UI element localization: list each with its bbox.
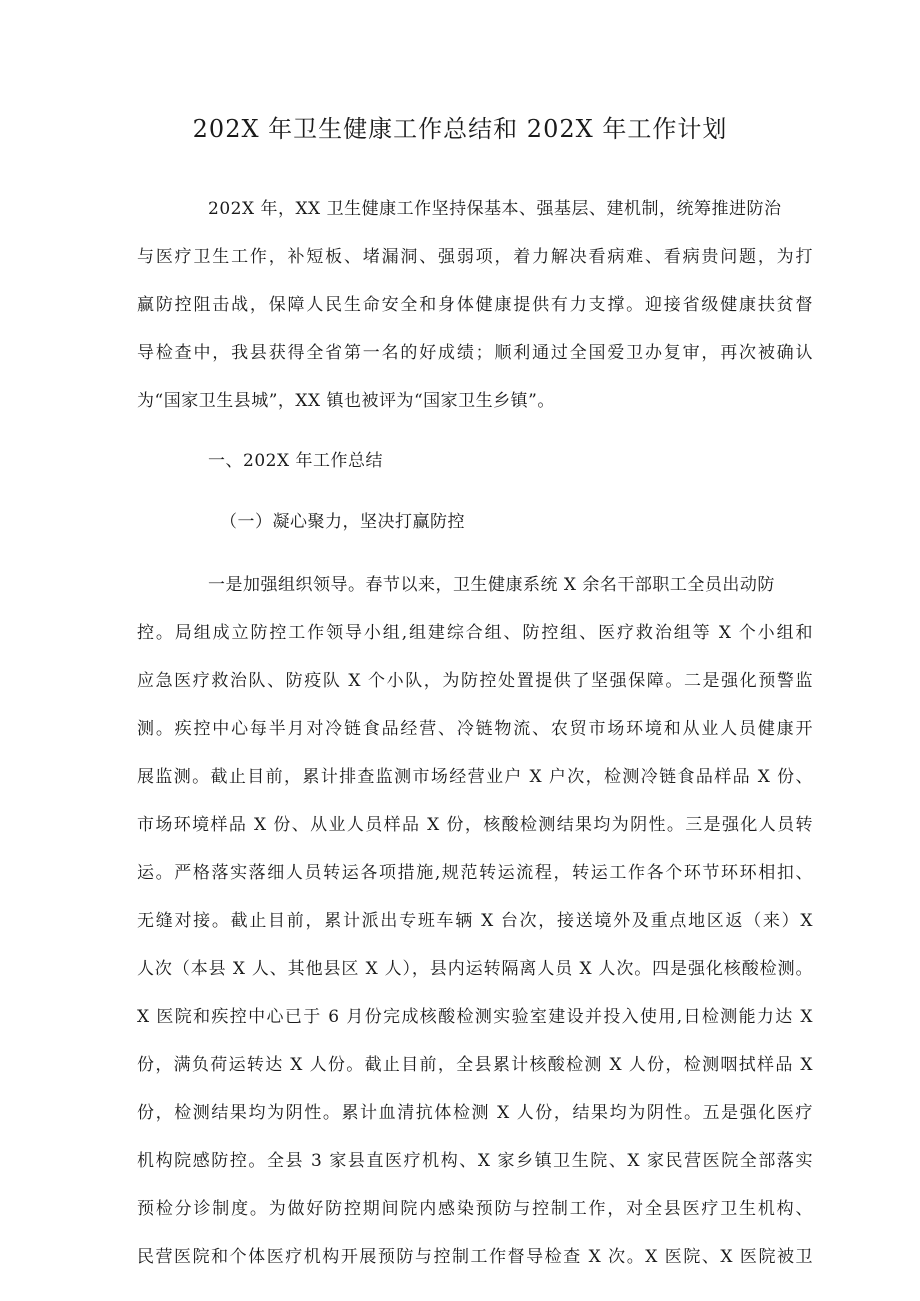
body-line: X 医院和疾控中心已于 6 月份完成核酸检测实验室建设并投入使用,日检测能力达 X xyxy=(137,1007,813,1027)
body-line: 机构院感防控。全县 3 家县直医疗机构、X 家乡镇卫生院、X 家民营医院全部落实 xyxy=(137,1151,813,1171)
intro-line: 赢防控阻击战，保障人民生命安全和身体健康提供有力支撑。迎接省级健康扶贫督 xyxy=(137,295,813,315)
body-line: 民营医院和个体医疗机构开展预防与控制工作督导检查 X 次。X 医院、X 医院被卫 xyxy=(137,1247,813,1267)
body-line: 市场环境样品 X 份、从业人员样品 X 份，核酸检测结果均为阴性。三是强化人员转 xyxy=(137,815,813,835)
section-heading: 一、202X 年工作总结 xyxy=(208,451,383,471)
body-line: 份，满负荷运转达 X 人份。截止目前，全县累计核酸检测 X 人份，检测咽拭样品 X xyxy=(137,1055,813,1075)
body-line: 应急医疗救治队、防疫队 X 个小队，为防控处置提供了坚强保障。二是强化预警监 xyxy=(137,671,813,691)
body-line: 运。严格落实落细人员转运各项措施,规范转运流程，转运工作各个环节环环相扣、 xyxy=(137,863,813,883)
body-line: 一是加强组织领导。春节以来，卫生健康系统 X 余名干部职工全员出动防 xyxy=(208,575,775,595)
intro-line: 202X 年，XX 卫生健康工作坚持保基本、强基层、建机制，统筹推进防治 xyxy=(208,199,782,219)
body-line: 控。局组成立防控工作领导小组,组建综合组、防控组、医疗救治组等 X 个小组和 xyxy=(137,623,813,643)
intro-line: 与医疗卫生工作，补短板、堵漏洞、强弱项，着力解决看病难、看病贵问题，为打 xyxy=(137,247,813,267)
document-title: 202X 年卫生健康工作总结和 202X 年工作计划 xyxy=(192,115,728,143)
body-line: 份，检测结果均为阴性。累计血清抗体检测 X 人份，结果均为阴性。五是强化医疗 xyxy=(137,1103,813,1123)
body-line: 无缝对接。截止目前，累计派出专班车辆 X 台次，接送境外及重点地区返（来）X xyxy=(137,911,813,931)
intro-line: 为“国家卫生县城”，XX 镇也被评为“国家卫生乡镇”。 xyxy=(137,391,555,411)
body-line: 人次（本县 X 人、其他县区 X 人），县内运转隔离人员 X 人次。四是强化核酸检测。 xyxy=(137,959,813,979)
body-line: 测。疾控中心每半月对冷链食品经营、冷链物流、农贸市场环境和从业人员健康开 xyxy=(137,719,813,739)
intro-line: 导检查中，我县获得全省第一名的好成绩；顺利通过全国爱卫办复审，再次被确认 xyxy=(137,343,813,363)
body-line: 展监测。截止目前，累计排查监测市场经营业户 X 户次，检测冷链食品样品 X 份、 xyxy=(137,767,813,787)
body-line: 预检分诊制度。为做好防控期间院内感染预防与控制工作，对全县医疗卫生机构、 xyxy=(137,1199,813,1219)
subsection-heading: （一）凝心聚力，坚决打赢防控 xyxy=(220,512,465,532)
